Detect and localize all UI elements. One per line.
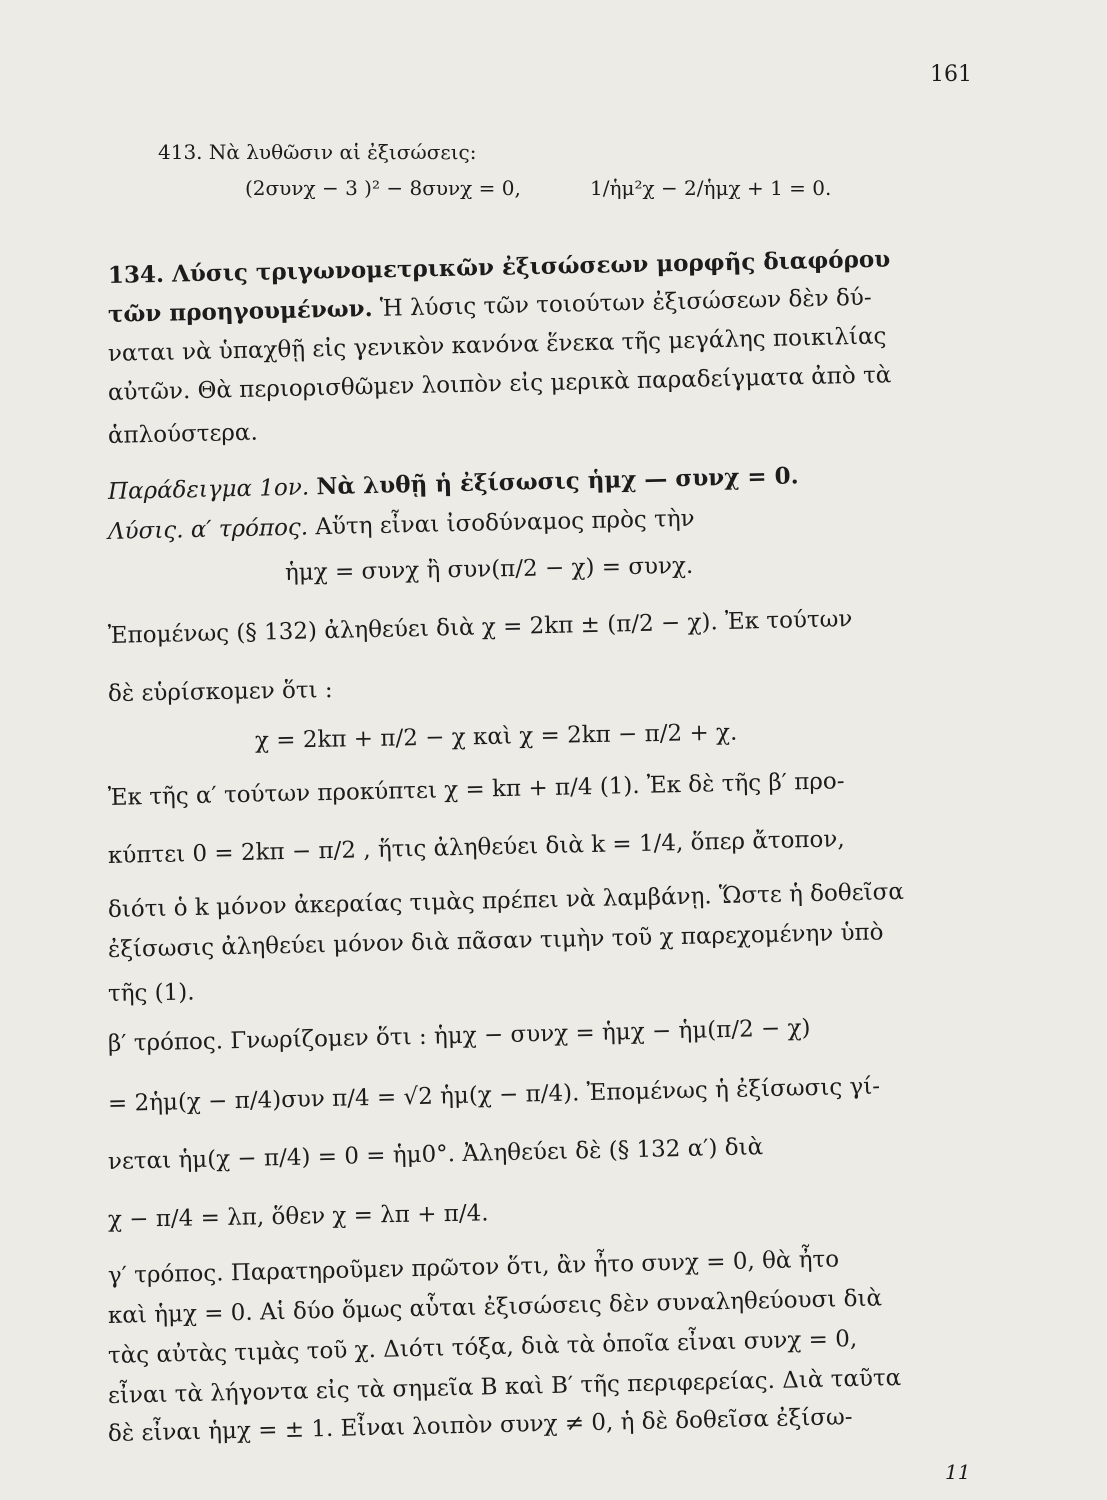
- text-line: τὰς αὐτὰς τιμὰς τοῦ χ. Διότι τόξα, διὰ τὰ ὁποῖα εἶναι συνχ = 0,: [107, 1326, 858, 1369]
- section-heading: 134. Λύσις τριγωνομετρικῶν ἐξισώσεων μορφῆς διαφόρου: [107, 245, 891, 289]
- text-line: νεται ἡμ(χ − π/4) = 0 = ἡμ0°. Ἀληθεύει δὲ (§ 132 α′) διὰ: [107, 1134, 764, 1175]
- solution-text: Αὕτη εἶναι ἰσοδύναμος πρὸς τὴν: [315, 505, 695, 541]
- equation-d: χ = 2kπ + π/2 − χ καὶ χ = 2kπ − π/2 + χ.: [254, 719, 738, 754]
- example-label: Παράδειγμα 1ον.: [107, 474, 310, 505]
- text-line: ἐξίσωσις ἀληθεύει μόνον διὰ πᾶσαν τιμὴν τοῦ χ παρεχομένην ὑπὸ: [107, 919, 884, 963]
- text-line: τῆς (1).: [107, 979, 195, 1007]
- exercise-label: 413. Νὰ λυθῶσιν αἱ ἐξισώσεις:: [158, 140, 477, 164]
- signature-mark: 11: [945, 1460, 971, 1484]
- section-text-line: αὐτῶν. Θὰ περιορισθῶμεν λοιπὸν εἰς μερικὰ παραδείγματα ἀπὸ τὰ: [107, 362, 892, 406]
- section-heading-cont: τῶν προηγουμένων.: [107, 294, 373, 328]
- section-text-line: ναται νὰ ὑπαχθῇ εἰς γενικὸν κανόνα ἕνεκα τῆς μεγάλης ποικιλίας: [107, 323, 887, 367]
- section-text-line: [108, 281, 988, 329]
- text-line: = 2ἡμ(χ − π/4)συν π/4 = √2 ἡμ(χ − π/4). Ἐπομένως ἡ ἐξίσωσις γί-: [107, 1073, 881, 1117]
- text-line: κύπτει 0 = 2kπ − π/2 , ἥτις ἀληθεύει διὰ k = 1/4, ὅπερ ἄτοπον,: [107, 826, 845, 869]
- text-line: καὶ ἡμχ = 0. Αἱ δύο ὅμως αὗται ἐξισώσεις δὲν συναληθεύουσι διὰ: [107, 1285, 883, 1329]
- page-number: 161: [930, 62, 972, 87]
- solution-line: [108, 498, 988, 546]
- text-line: Ἐκ τῆς α′ τούτων προκύπτει χ = kπ + π/4 (1). Ἐκ δὲ τῆς β′ προ-: [107, 768, 845, 811]
- solution-label: Λύσις. α′ τρόπος.: [107, 514, 309, 545]
- equation-a: ἡμχ = συνχ ἢ συν(π/2 − χ) = συνχ.: [284, 552, 694, 586]
- text-line: δὲ εὑρίσκομεν ὅτι :: [107, 677, 333, 707]
- example-line: [108, 458, 988, 506]
- text-line: διότι ὁ k μόνον ἀκεραίας τιμὰς πρέπει νὰ λαμβάνῃ. Ὥστε ἡ δοθεῖσα: [107, 878, 905, 923]
- text-line: γ′ τρόπος. Παρατηροῦμεν πρῶτον ὅτι, ἂν ἦτο συνχ = 0, θὰ ἦτο: [107, 1246, 840, 1289]
- section-text-line: ἁπλούστερα.: [107, 419, 259, 449]
- text-line: β′ τρόπος. Γνωρίζομεν ὅτι : ἡμχ − συνχ = ἡμχ − ἡμ(π/2 − χ): [107, 1015, 811, 1057]
- exercise-equation-1: (2συνχ − 3 )² − 8συνχ = 0,: [245, 176, 521, 200]
- text-line: χ − π/4 = λπ, ὅθεν χ = λπ + π/4.: [107, 1200, 489, 1233]
- exercise-equation-2: 1/ἡμ²χ − 2/ἡμχ + 1 = 0.: [590, 176, 832, 200]
- section-text: Ἡ λύσις τῶν τοιούτων ἐξισώσεων δὲν δύ-: [379, 284, 872, 322]
- text-line: εἶναι τὰ λήγοντα εἰς τὰ σημεῖα Β καὶ Β′ τῆς περιφερείας. Διὰ ταῦτα: [107, 1365, 902, 1409]
- text-line: Ἐπομένως (§ 132) ἀληθεύει διὰ χ = 2kπ ± (π/2 − χ). Ἐκ τούτων: [107, 606, 853, 649]
- text-line: δὲ εἶναι ἡμχ = ± 1. Εἶναι λοιπὸν συνχ ≠ 0, ἡ δὲ δοθεῖσα ἐξίσω-: [107, 1404, 853, 1447]
- example-problem: Νὰ λυθῇ ἡ ἐξίσωσις ἡμχ — συνχ = 0.: [316, 462, 799, 501]
